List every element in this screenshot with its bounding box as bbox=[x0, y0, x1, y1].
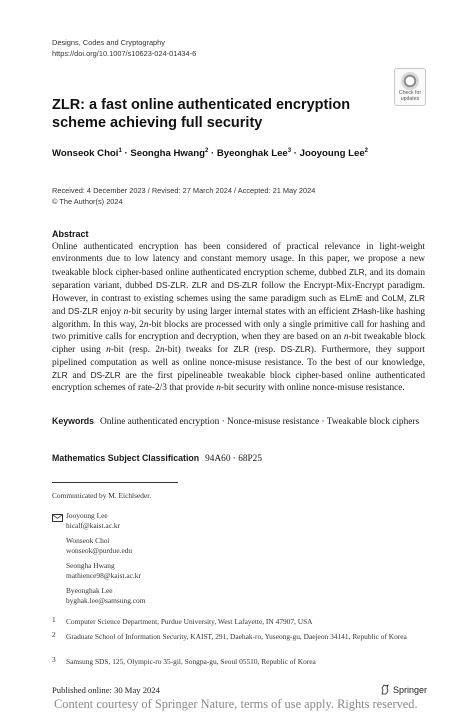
doi-link[interactable]: https://doi.org/10.1007/s10623-024-01434-6 bbox=[52, 48, 197, 58]
author-aff: 2 bbox=[204, 148, 209, 154]
author-separator: · bbox=[121, 148, 131, 160]
keywords-section bbox=[52, 415, 425, 428]
contact-name: Jooyoung Lee bbox=[66, 511, 108, 520]
contact-entry bbox=[66, 536, 132, 555]
affiliation-number: 1 bbox=[52, 615, 56, 624]
msc-section bbox=[52, 452, 262, 465]
article-dates bbox=[52, 186, 315, 207]
envelope-icon bbox=[52, 514, 63, 522]
courtesy-watermark: Content courtesy of Springer Nature, terms of use apply. Rights reserved. bbox=[54, 697, 418, 711]
journal-name: Designs, Codes and Cryptography bbox=[52, 38, 165, 47]
affiliation-text: Graduate School of Information Security, KAIST, 291, Daehak-ro, Yuseong-gu, Daejeon 34141, Republic of Korea bbox=[66, 632, 407, 641]
contact-email[interactable]: mathience98@kaist.ac.kr bbox=[66, 570, 141, 580]
author-aff: 3 bbox=[287, 148, 292, 154]
footnote-divider bbox=[52, 482, 178, 483]
affiliation-number: 3 bbox=[52, 655, 56, 664]
author-name[interactable]: Wonseok Choi bbox=[52, 148, 119, 160]
contact-name: Byeonghak Lee bbox=[66, 586, 113, 595]
paper-title: ZLR: a fast online authenticated encryption scheme achieving full security bbox=[52, 97, 351, 131]
affiliation-text: Computer Science Department, Purdue University, West Lafayette, IN 47907, USA bbox=[66, 617, 313, 626]
contact-email[interactable]: byghak.lee@samsung.com bbox=[66, 595, 146, 605]
publisher-logo[interactable] bbox=[380, 684, 427, 695]
abstract-body: Online authenticated encryption has been considered of practical relevance in light-weight environments due to low latency and constant memory usage. In this paper, we propose a new tweakable block cipher-based online authenticated encryption scheme, dubbed ZLR, and its domain separation variant, dubbed DS-ZLR. ZLR and DS-ZLR follow the Encrypt-Mix-Encrypt paradigm. However, in contrast to existing schemes using the same paradigm such as ELmE and CoLM, ZLR and DS-ZLR enjoy n-bit security by using larger internal states with an efficient ZHash-like hashing algorithm. In this way, 2n-bit blocks are processed with only a single primitive call for hashing and two primitive calls for encryption and decryption, when they are based on an n-bit tweakable block cipher using n-bit (resp. 2n-bit) tweaks for ZLR (resp. DS-ZLR). Furthermore, they support pipelined computation as well as online nonce-misuse resistance. To the best of our knowledge, ZLR and DS-ZLR are the first pipelineable tweakable block cipher-based online authenticated encryption schemes of rate-2/3 that provide n-bit security with online nonce-misuse resistance. bbox=[52, 242, 426, 394]
affiliation-number: 2 bbox=[52, 630, 56, 639]
communicated-by: Communicated by M. Eichlseder. bbox=[52, 491, 152, 500]
article-history: Received: 4 December 2023 / Revised: 27 March 2024 / Accepted: 21 May 2024 bbox=[52, 186, 316, 195]
author-name[interactable]: Byeonghak Lee bbox=[216, 148, 288, 160]
abstract-heading: Abstract bbox=[52, 229, 89, 239]
author-aff: 2 bbox=[364, 148, 368, 154]
contact-name: Seongha Hwang bbox=[66, 561, 115, 570]
msc-heading: Mathematics Subject Classification bbox=[52, 453, 200, 463]
author-separator: · bbox=[208, 148, 217, 160]
contact-entry bbox=[66, 586, 145, 605]
published-date: Published online: 30 May 2024 bbox=[52, 685, 160, 695]
publisher-name: Springer bbox=[393, 684, 428, 695]
springer-horse-icon bbox=[380, 684, 390, 695]
msc-codes: 94A60 · 68P25 bbox=[205, 454, 262, 464]
author-separator: · bbox=[291, 148, 300, 160]
check-for-updates-badge[interactable] bbox=[394, 68, 426, 106]
author-aff: 1 bbox=[118, 148, 122, 154]
contact-name: Wonseok Choi bbox=[66, 536, 110, 545]
contact-entry bbox=[66, 561, 141, 580]
author-list bbox=[52, 148, 368, 159]
keywords-heading: Keywords bbox=[52, 416, 95, 426]
journal-header bbox=[52, 38, 196, 59]
check-updates-icon bbox=[401, 72, 419, 90]
affiliation-text: Samsung SDS, 125, Olympic-ro 35-gil, Songpa-gu, Seoul 05510, Republic of Korea bbox=[66, 657, 316, 666]
contact-email[interactable]: wonseok@purdue.edu bbox=[66, 545, 133, 555]
copyright-line: © The Author(s) 2024 bbox=[52, 196, 123, 206]
contact-email[interactable]: hicalf@kaist.ac.kr bbox=[66, 520, 121, 530]
author-name[interactable]: Jooyoung Lee bbox=[299, 148, 365, 160]
author-name[interactable]: Seongha Hwang bbox=[130, 148, 205, 160]
contact-entry bbox=[66, 511, 120, 530]
badge-label: Check for updates bbox=[398, 90, 422, 102]
keywords-text: Online authenticated encryption · Nonce-misuse resistance · Tweakable block ciphers bbox=[100, 417, 420, 427]
